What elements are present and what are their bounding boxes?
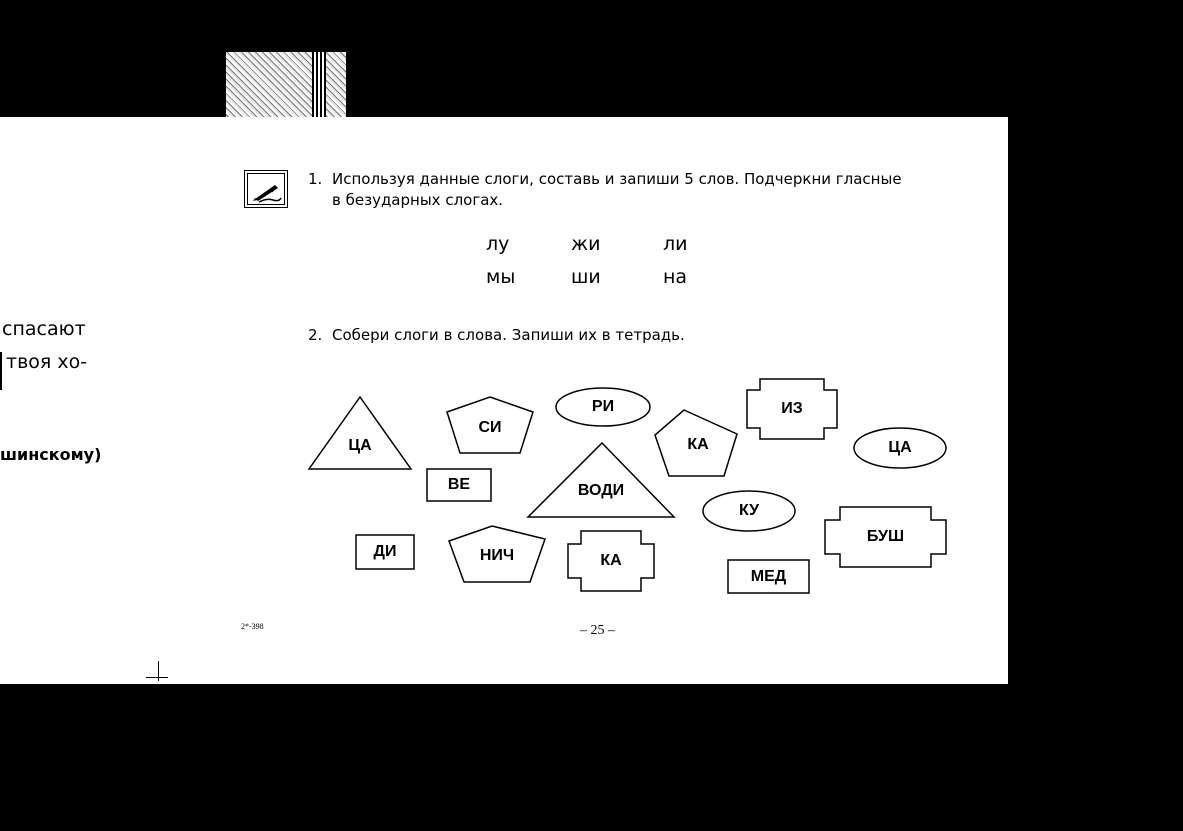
syllable-card-label: РИ bbox=[591, 398, 615, 415]
syllable: лу bbox=[486, 233, 510, 255]
syllable-card-label: ЦА bbox=[348, 437, 372, 454]
print-mark: 2*-398 bbox=[241, 622, 264, 631]
scan-corner-texture bbox=[226, 52, 346, 118]
syllable-card-label: НИЧ bbox=[479, 547, 515, 564]
syllable-card-label: ИЗ bbox=[781, 400, 803, 417]
syllable-card-label: БУШ bbox=[866, 528, 905, 545]
left-page-text-1: спасают bbox=[2, 318, 86, 340]
pencil-writing-icon bbox=[244, 170, 288, 208]
syllable-card-cross bbox=[824, 506, 947, 568]
syllable-card-pentagon bbox=[446, 396, 534, 454]
syllable-card-label: КУ bbox=[738, 502, 760, 519]
syllable: на bbox=[663, 266, 688, 288]
crop-mark bbox=[146, 677, 168, 678]
syllable-card-ellipse bbox=[554, 387, 652, 427]
textbook-page bbox=[0, 117, 1008, 684]
syllable-card-rectangle bbox=[355, 534, 415, 570]
syllable-card-label: ДИ bbox=[373, 543, 397, 560]
syllable: ли bbox=[663, 233, 688, 255]
task-1 bbox=[308, 169, 968, 211]
left-page-bracket bbox=[0, 352, 2, 390]
syllable-card-label: КА bbox=[687, 436, 709, 453]
page-number: – 25 – bbox=[580, 623, 615, 638]
syllable-card-cross bbox=[567, 530, 655, 592]
syllable-card-ellipse bbox=[853, 427, 947, 469]
task-2-text: Собери слоги в слова. Запиши их в тетрадь. bbox=[332, 326, 685, 344]
syllable-card-triangle bbox=[308, 396, 412, 470]
syllable-card-label: КА bbox=[600, 552, 622, 569]
syllable-card-rectangle bbox=[727, 559, 810, 594]
syllable: ши bbox=[571, 266, 601, 288]
syllable-card-label: МЕД bbox=[750, 567, 787, 585]
crop-mark bbox=[158, 661, 159, 681]
syllable: жи bbox=[571, 233, 601, 255]
task-2 bbox=[308, 325, 968, 346]
syllable-card-label: ВОДИ bbox=[577, 482, 625, 499]
syllable-card-triangle bbox=[527, 442, 675, 518]
left-page-text-2: твоя хо- bbox=[6, 351, 88, 373]
left-page-text-3: шинскому) bbox=[0, 445, 102, 464]
syllable-card-label: ЦА bbox=[888, 439, 912, 456]
syllable-card-label: СИ bbox=[478, 419, 502, 436]
syllable-card-label: ВЕ bbox=[447, 476, 471, 493]
syllable: мы bbox=[486, 266, 516, 288]
task-1-number: 1. bbox=[308, 170, 323, 188]
syllable-card-pentagon bbox=[448, 525, 546, 583]
task-1-text-line2: в безударных слогах. bbox=[332, 191, 504, 209]
syllable-card-rectangle bbox=[426, 468, 492, 502]
task-1-text-line1: Используя данные слоги, составь и запиши 5 слов. Подчеркни гласные bbox=[332, 170, 902, 188]
syllable-card-cross bbox=[746, 378, 838, 440]
task-2-number: 2. bbox=[308, 326, 323, 344]
syllable-card-ellipse bbox=[702, 490, 796, 532]
